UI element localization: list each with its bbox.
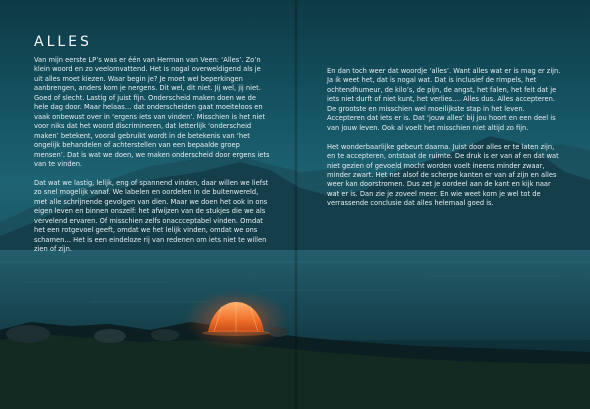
page-gutter <box>294 0 298 409</box>
left-paragraph-1: Van mijn eerste LP’s was er één van Herman van Veen: ‘Alles’. Zo’n klein woord en zo veelomvattend. Het is nogal overweldigend als je uit alles moet kiezen. Waar begin je? Je moet wel beperkingen aanbrengen, anders kom je nergens. Dit wel, dit niet. Jij wel, jij niet. Goed of slecht. Lastig of juist fijn. Onderscheid maken doen we de hele dag door. Maar helaas… dat onderscheiden gaat moeiteloos en vaak onbewust over in ‘ergens iets van vinden’. Misschien is het niet voor niks dat het woord discrimineren, dat letterlijk ‘onderscheid maken’ betekent, vooral gebruikt wordt in de betekenis van ‘het ongelijk behandelen of achterstellen van een bepaalde groep mensen’. Dat is wat we doen, we maken onderscheid door ergens iets van te vinden. <box>34 56 270 168</box>
right-paragraph-1: En dan toch weer dat woordje ‘alles’. Want alles wat er is mag er zijn. Ja ik weet het, dat is nogal wat. Dat is inclusief de rimpels, het ochtendhumeur, de kilo’s, de pijn, de angst, het falen, het feit dat je iets niet durft of niet kunt, het verlies…. Alles dus. Alles accepteren. De grootste en misschien wel moeilijkste stap in het leven. Accepteren dat iets er is. Dat ‘jouw alles’ bij jou hoort en een deel is van jouw leven. Ook al voelt het misschien niet altijd zo fijn. <box>327 67 561 132</box>
article-title: ALLES <box>34 34 92 50</box>
right-paragraph-2: Het wonderbaarlijke gebeurt daarna. Juist door alles er te laten zijn, en te accepteren, ontstaat de ruimte. De druk is er van af en dat wat niet gezien of gevoeld mocht worden voelt ineens minder zwaar, minder zwart. Het net alsof de scherpe kanten er van af zijn en alles weer kan doorstromen. Dus zet je oordeel aan de kant en kijk naar wat er is. Dan zie je zoveel meer. En wie weet kom je wel tot de verrassende conclusie dat alles helemaal goed is. <box>327 142 559 208</box>
left-text-column <box>34 56 270 264</box>
right-text-column <box>327 67 563 218</box>
left-paragraph-2: Dat wat we lastig, lelijk, eng of spannend vinden, daar willen we liefst zo snel mogelijk vanaf. We labelen en oordelen in de buitenwereld, met alle schrijnende gevolgen van dien. Maar we doen het ook in ons eigen leven en binnen onszelf: het afwijzen van de stukjes die we als vervelend ervaren. Of misschien zelfs onaccceptabel vinden. Omdat het een rotgevoel geeft, omdat we het lelijk vinden, omdat we ons schamen… Het is een eindeloze rij van redenen om iets niet te willen zien of zijn. <box>34 178 269 254</box>
